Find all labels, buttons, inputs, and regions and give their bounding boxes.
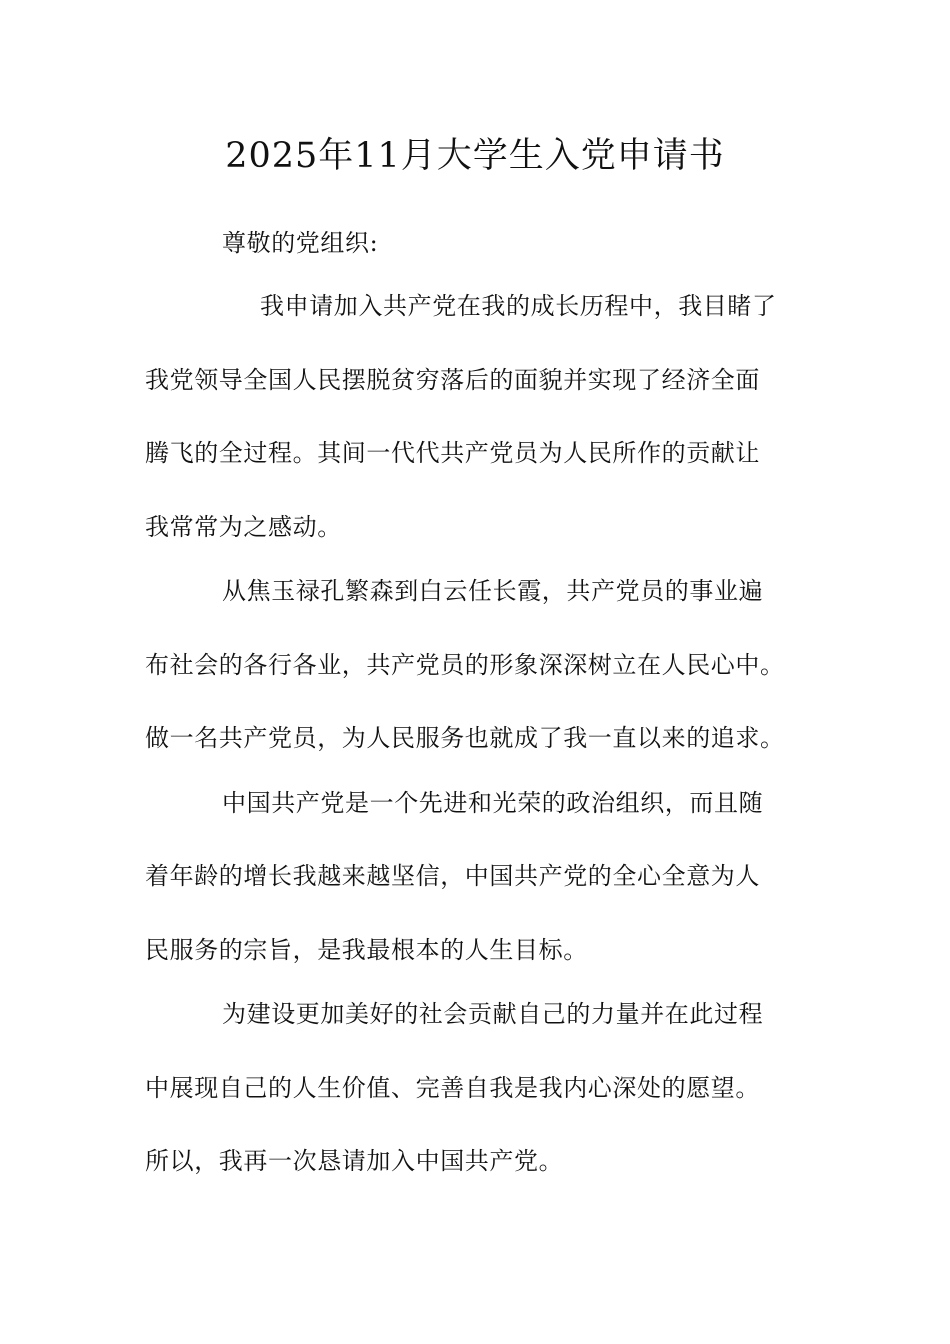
paragraph-line: 所以，我再一次恳请加入中国共产党。: [145, 1147, 564, 1175]
paragraph-line: 布社会的各行各业，共产党员的形象深深树立在人民心中。: [145, 651, 785, 679]
paragraph-line: 中国共产党是一个先进和光荣的政治组织，而且随: [222, 789, 764, 817]
paragraph-line: 着年龄的增长我越来越坚信，中国共产党的全心全意为人: [145, 862, 760, 890]
paragraph-line: 我申请加入共产党在我的成长历程中，我目睹了: [260, 292, 777, 320]
paragraph-line: 中展现自己的人生价值、完善自我是我内心深处的愿望。: [145, 1074, 760, 1102]
salutation: 尊敬的党组织:: [222, 229, 379, 257]
paragraph-line: 为建设更加美好的社会贡献自己的力量并在此过程: [222, 1000, 764, 1028]
paragraph-line: 我党领导全国人民摆脱贫穷落后的面貌并实现了经济全面: [145, 366, 760, 394]
document-title: 2025年11月大学生入党申请书: [225, 136, 725, 176]
paragraph-line: 我常常为之感动。: [145, 513, 342, 541]
paragraph-line: 做一名共产党员，为人民服务也就成了我一直以来的追求。: [145, 724, 785, 752]
paragraph-line: 腾飞的全过程。其间一代代共产党员为人民所作的贡献让: [145, 439, 760, 467]
paragraph-line: 民服务的宗旨，是我最根本的人生目标。: [145, 936, 588, 964]
paragraph-line: 从焦玉禄孔繁森到白云任长霞，共产党员的事业遍: [222, 577, 764, 605]
